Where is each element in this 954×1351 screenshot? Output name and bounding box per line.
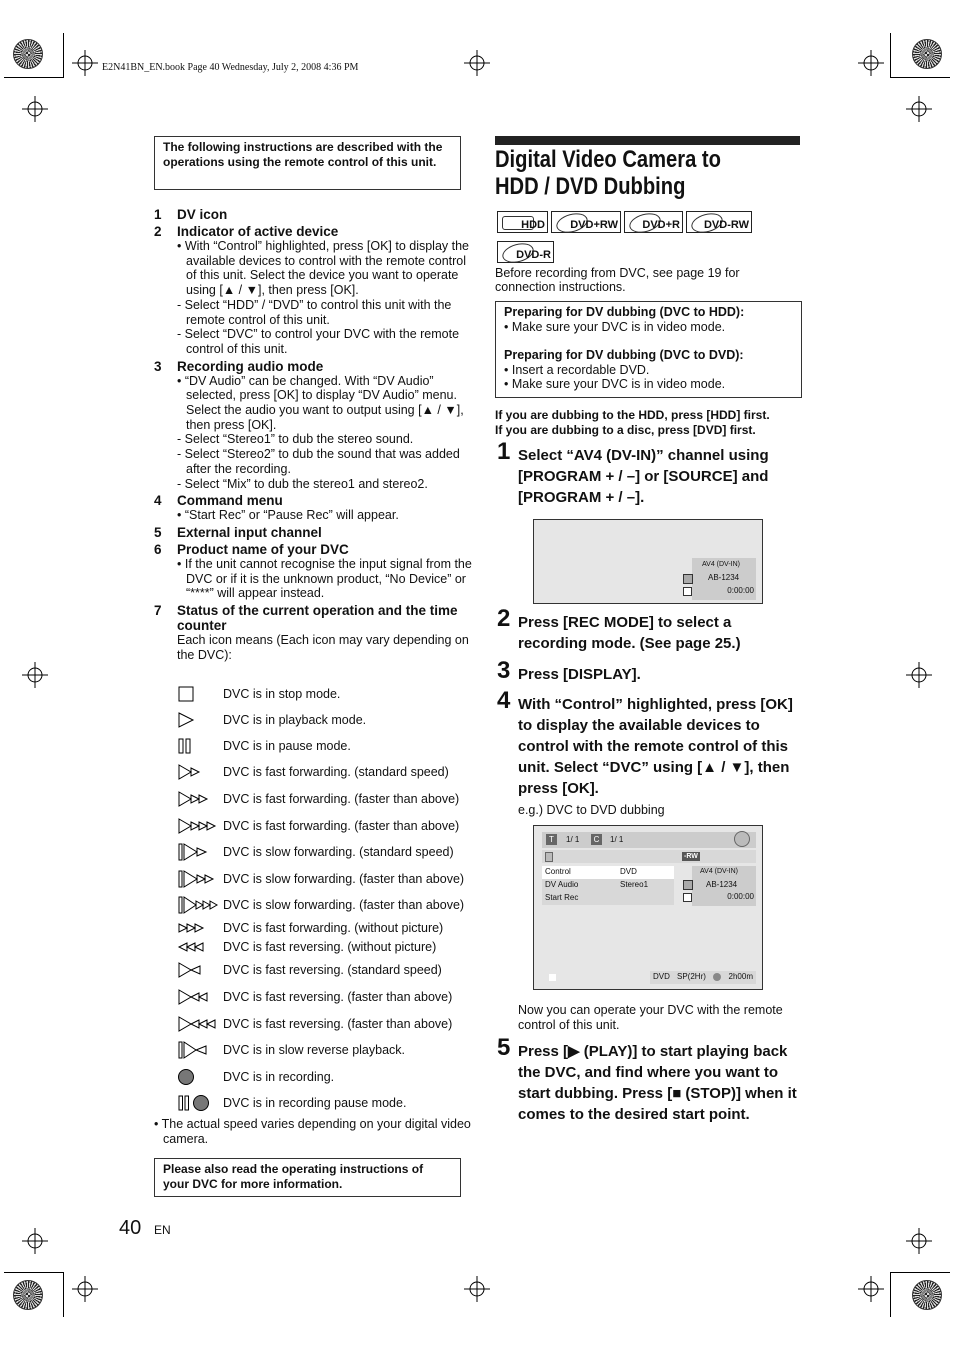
info-panel: AV4 (DV-IN) AB-1234 0:00:00	[692, 866, 756, 906]
page-number: 40	[119, 1217, 142, 1239]
table-row: DVC is in recording pause mode.	[170, 1094, 406, 1112]
bullet-text: • “Start Rec” or “Pause Rec” will appear.	[177, 508, 399, 523]
menu-row: Control	[545, 867, 571, 876]
crosshair-mark-icon	[72, 1276, 98, 1302]
example-label: e.g.) DVC to DVD dubbing	[518, 803, 665, 817]
print-header: E2N41BN_EN.book Page 40 Wednesday, July 2, 2008 4:36 PM	[102, 62, 359, 73]
badge-dvd-rw: DVD-RW	[686, 211, 752, 233]
registration-rosette	[912, 1280, 942, 1310]
crosshair-mark-icon	[22, 662, 48, 688]
crop-mark	[890, 1272, 891, 1317]
list-item: 4 Command menu	[154, 493, 283, 509]
prep-dvd-title: Preparing for DV dubbing (DVC to DVD):	[504, 348, 744, 362]
crop-mark	[890, 1272, 950, 1273]
step-text: Select “AV4 (DV-IN)” channel using [PROGRAM + / –] or [SOURCE] and [PROGRAM + / –].	[518, 447, 769, 506]
crosshair-mark-icon	[72, 50, 98, 76]
table-row: DVC is fast forwarding. (faster than above)	[170, 790, 459, 808]
step-number: 5	[497, 1034, 511, 1061]
badge-hdd: HDD	[497, 211, 548, 233]
bullet-text: - Select “HDD” / “DVD” to control this unit with the remote control of this unit.	[177, 297, 452, 327]
menu-value: Stereo1	[620, 880, 649, 889]
step-text: Press [▶ (PLAY)] to start playing back the DVC, and find where you want to start dubbing. Press [■ (STOP)] when it comes to the desired start point.	[518, 1043, 797, 1123]
list-item: 6 Product name of your DVC	[154, 541, 349, 557]
ff3-icon	[170, 817, 223, 835]
table-row: DVC is fast forwarding. (standard speed)	[170, 763, 449, 781]
menu-value: DVD	[620, 867, 637, 876]
note-top: The following instructions are described with the operations using the remote control of this unit.	[154, 136, 461, 190]
frnp-icon	[170, 938, 223, 956]
step-number: 3	[497, 657, 511, 684]
prep-box	[495, 301, 802, 398]
status-square-icon	[683, 893, 692, 902]
c-badge: C	[591, 834, 602, 845]
crosshair-mark-icon	[858, 50, 884, 76]
badge-dvd-plus-r: DVD+R	[624, 211, 683, 233]
prep-item: • Make sure your DVC is in video mode.	[504, 377, 726, 391]
info-panel: AV4 (DV-IN) AB-1234 0:00:00	[692, 558, 756, 600]
command-menu	[542, 866, 674, 905]
fr3-icon	[170, 1015, 223, 1033]
menu-row: Start Rec	[545, 893, 579, 902]
crosshair-mark-icon	[464, 1276, 490, 1302]
step-number: 1	[497, 438, 511, 465]
table-row: DVC is fast reversing. (faster than above)	[170, 988, 452, 1006]
crop-mark	[890, 77, 950, 78]
table-row: DVC is fast reversing. (faster than above)	[170, 1015, 452, 1033]
table-row: DVC is fast forwarding. (without picture)	[170, 919, 443, 937]
dv-icon	[545, 852, 553, 862]
step-text: Press [DISPLAY].	[518, 666, 641, 683]
crosshair-mark-icon	[858, 1276, 884, 1302]
prep-item: • Insert a recordable DVD.	[504, 362, 650, 377]
list-item: 3 Recording audio mode	[154, 358, 324, 374]
bullet-text: • If the unit cannot recognise the input signal from the DVC or if it is the unknown product, “No Device” or “****” will appear instead.	[177, 556, 472, 601]
bullet-text: - Select “DVC” to control your DVC with the remote control of this unit.	[177, 327, 460, 356]
prep-hdd-title: Preparing for DV dubbing (DVC to HDD):	[504, 305, 745, 319]
dv-bar: -RW	[542, 850, 756, 863]
list-item: 5 External input channel	[154, 524, 322, 540]
bullet-text: - Select “Stereo1” to dub the stereo sound.	[177, 432, 414, 447]
table-row: DVC is slow forwarding. (faster than above)	[170, 870, 464, 888]
fr2-icon	[170, 988, 223, 1006]
table-row: DVC is fast forwarding. (faster than above)	[170, 817, 459, 835]
page-lang: EN	[154, 1223, 171, 1237]
note-bottom: Please also read the operating instructions of your DVC for more information.	[154, 1158, 461, 1197]
crosshair-mark-icon	[906, 96, 932, 122]
item-list	[154, 205, 474, 662]
step-number: 2	[497, 605, 511, 632]
footnote: • The actual speed varies depending on your digital video camera.	[154, 1117, 471, 1146]
badge-dvd-plus-rw: DVD+RW	[551, 211, 621, 233]
table-row: DVC is in playback mode.	[170, 711, 366, 729]
crosshair-mark-icon	[22, 1228, 48, 1254]
bullet-text: • With “Control” highlighted, press [OK] to display the available devices to control with the remote control of this unit. Select the device you want to operate using [▲ / ▼], then press [OK].	[177, 239, 470, 298]
sf2-icon	[170, 870, 223, 888]
crop-mark	[4, 1272, 64, 1273]
crosshair-mark-icon	[464, 50, 490, 76]
table-row: DVC is in pause mode.	[170, 737, 351, 755]
plain-text: Each icon means (Each icon may vary depending on the DVC):	[177, 633, 469, 662]
status-bar: DVD SP(2Hr) 2h00m	[650, 971, 756, 984]
table-row: DVC is fast reversing. (without picture)	[170, 938, 436, 956]
ffnp-icon	[170, 919, 223, 937]
stop-square-icon	[170, 685, 223, 703]
registration-rosette	[13, 1280, 43, 1310]
menu-row: DV Audio	[545, 880, 579, 889]
pre-step-note: If you are dubbing to the HDD, press [HDD] first. If you are dubbing to a disc, press [DVD] first.	[495, 408, 770, 437]
ff1-icon	[170, 763, 223, 781]
play-icon	[170, 711, 223, 729]
dv-icon	[683, 880, 693, 890]
bullet-text: - Select “Stereo2” to dub the sound that was added after the recording.	[177, 447, 460, 476]
crop-mark	[63, 33, 64, 78]
registration-rosette	[912, 39, 942, 69]
title-bar	[495, 136, 800, 145]
sf3-icon	[170, 896, 223, 914]
crop-mark	[63, 1272, 64, 1317]
title-chapter-bar: T 1/ 1 C 1/ 1	[542, 832, 756, 848]
list-item: 1 DV icon	[154, 207, 228, 222]
fr1-icon	[170, 961, 223, 979]
step-number: 4	[497, 687, 511, 714]
after-step4-text: Now you can operate your DVC with the remote control of this unit.	[518, 1003, 783, 1032]
tv-screen-2	[533, 825, 763, 990]
disc-remaining-icon	[713, 973, 721, 981]
list-item: 2 Indicator of active device	[154, 224, 339, 239]
tv-screen-1	[533, 519, 763, 604]
dv-icon	[683, 574, 693, 584]
table-row: DVC is slow forwarding. (faster than above)	[170, 896, 464, 914]
sf1-icon	[170, 843, 223, 861]
disc-icon	[734, 831, 750, 847]
rec-icon	[170, 1068, 223, 1086]
step-text: Press [REC MODE] to select a recording mode. (See page 25.)	[518, 614, 741, 652]
crop-mark	[4, 77, 64, 78]
pause-icon	[170, 737, 223, 755]
registration-rosette	[13, 39, 43, 69]
small-square-icon	[549, 974, 556, 981]
crop-mark	[890, 33, 891, 78]
prep-item: • Make sure your DVC is in video mode.	[504, 319, 726, 334]
crosshair-mark-icon	[22, 96, 48, 122]
t-badge: T	[546, 834, 557, 845]
crosshair-mark-icon	[906, 662, 932, 688]
table-row: DVC is in slow reverse playback.	[170, 1041, 405, 1059]
bullet-text: - Select “Mix” to dub the stereo1 and stereo2.	[177, 476, 428, 491]
list-item: 7 Status of the current operation and the time counter	[154, 603, 458, 634]
step-text: With “Control” highlighted, press [OK] to display the available devices to control with the remote control of this unit. Select “DVC” using [▲ / ▼], then press [OK].	[518, 696, 793, 797]
crosshair-mark-icon	[906, 1228, 932, 1254]
badge-dvd-r: DVD-R	[497, 241, 554, 263]
table-row: DVC is fast reversing. (standard speed)	[170, 961, 442, 979]
table-row: DVC is slow forwarding. (standard speed)	[170, 843, 454, 861]
table-row: DVC is in stop mode.	[170, 685, 340, 703]
bullet-text: • “DV Audio” can be changed. With “DV Audio” selected, press [OK] to display “DV Audio” menu. Select the audio you want to output using [▲ / ▼], then press [OK].	[177, 373, 464, 432]
table-row: DVC is in recording.	[170, 1068, 334, 1086]
ff2-icon	[170, 790, 223, 808]
status-square-icon	[683, 587, 692, 596]
page-title: Digital Video Camera to HDD / DVD Dubbing	[495, 146, 721, 200]
recpause-icon	[170, 1094, 223, 1112]
sr-icon	[170, 1041, 223, 1059]
intro-text: Before recording from DVC, see page 19 for connection instructions.	[495, 266, 740, 294]
